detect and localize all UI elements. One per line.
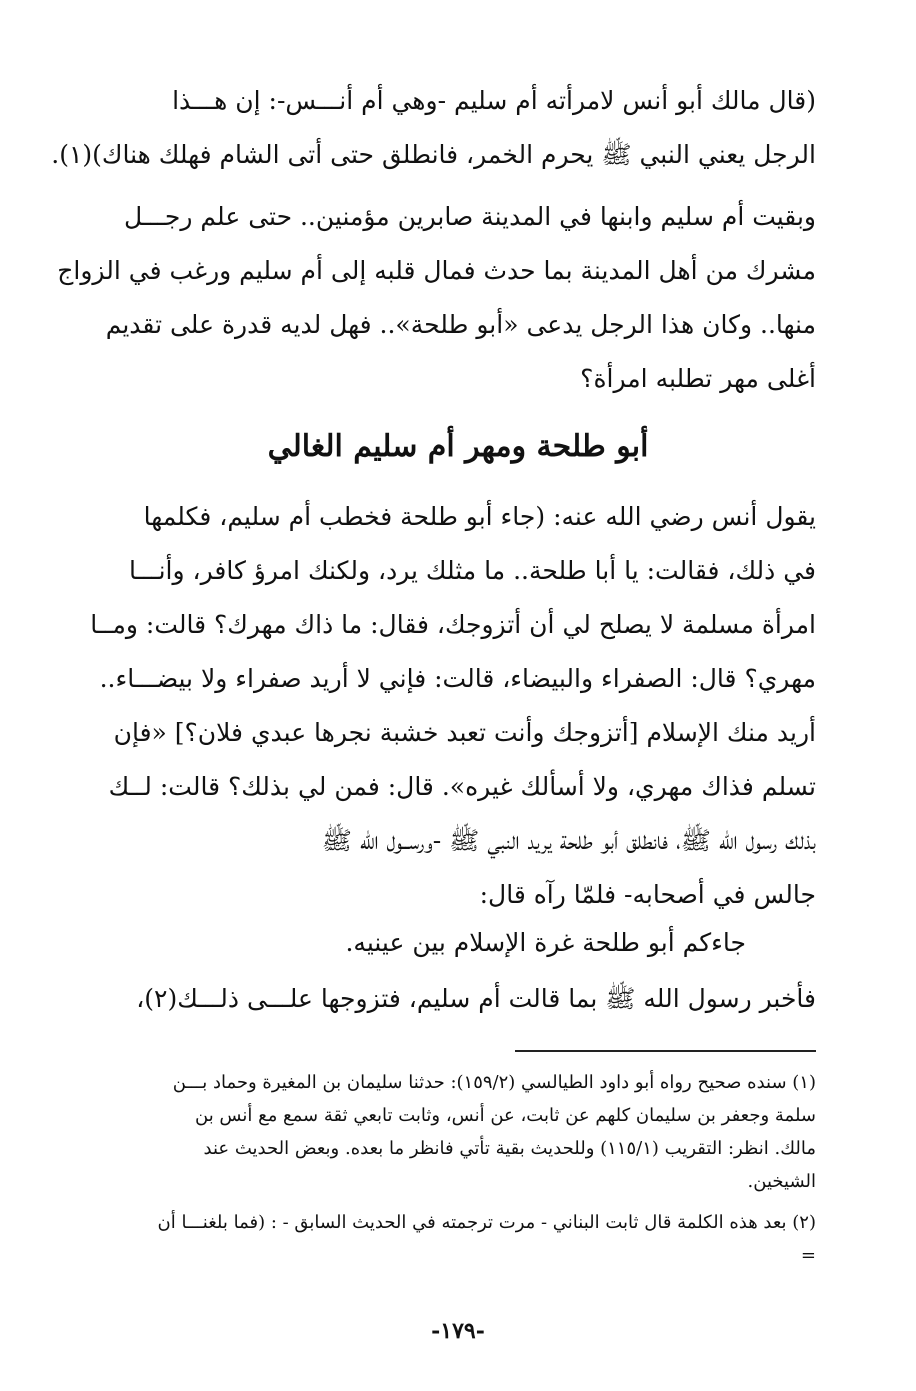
section-heading: أبو طلحة ومهر أم سليم الغالي xyxy=(267,429,649,464)
hadith-line: في ذلك، فقالت: يا أبا طلحة.. ما مثلك يرد، ولكنك امرؤ كافر، وأنـــا xyxy=(129,556,816,585)
hadith-line: بذلك رسول الله ﷺ، فانطلق أبو طلحة يريد النبي ﷺ -ورســول الله ﷺ xyxy=(321,826,816,855)
story-line: منها.. وكان هذا الرجل يدعى «أبو طلحة».. فهل لديه قدرة على تقديم xyxy=(105,310,816,339)
hadith-line: أريد منك الإسلام [أتزوجك وأنت تعبد خشبة نجرها عبدي فلان؟] «فإن xyxy=(113,718,816,747)
page-number: -١٧٩- xyxy=(431,1318,485,1344)
intro-paragraph xyxy=(51,74,816,182)
hadith-line: يقول أنس رضي الله عنه: (جاء أبو طلحة فخطب أم سليم، فكلمها xyxy=(143,502,816,531)
footnotes xyxy=(100,1066,816,1272)
story-line: وبقيت أم سليم وابنها في المدينة صابرين مؤمنين.. حتى علم رجـــل xyxy=(124,202,816,231)
footnote-line: (٢) بعد هذه الكلمة قال ثابت البناني - مرت ترجمته في الحديث السابق - : (فما بلغنـــا أن xyxy=(157,1212,816,1233)
footnote-line: (١) سنده صحيح رواه أبو داود الطيالسي (١٥٩/٢): حدثنا سليمان بن المغيرة وحماد بـــن xyxy=(172,1072,816,1093)
hadith-line: جالس في أصحابه- فلمّا رآه قال: xyxy=(479,880,816,909)
closing-line: فأخبر رسول الله ﷺ بما قالت أم سليم، فتزوجها علـــى ذلـــك(٢)، xyxy=(136,984,816,1013)
footnote-continuation-mark: = xyxy=(800,1245,816,1266)
footnote-line: مالك. انظر: التقريب (١١٥/١) وللحديث بقية تأتي فانظر ما بعده. وبعض الحديث عند xyxy=(203,1138,816,1159)
footnote-separator xyxy=(515,1050,816,1052)
hadith-line: مهري؟ قال: الصفراء والبيضاء، قالت: فإني لا أريد صفراء ولا بيضـــاء.. xyxy=(99,664,816,693)
story-line: مشرك من أهل المدينة بما حدث فمال قلبه إلى أم سليم ورغب في الزواج xyxy=(57,256,816,285)
hadith-line: تسلم فذاك مهري، ولا أسألك غيره». قال: فمن لي بذلك؟ قالت: لــك xyxy=(108,772,816,801)
footnote-line: الشيخين. xyxy=(747,1171,816,1192)
footnote-line: سلمة وجعفر بن سليمان كلهم عن ثابت، عن أنس، وثابت تابعي ثقة سمع مع أنس بن xyxy=(195,1105,816,1126)
quote-line: جاءكم أبو طلحة غرة الإسلام بين عينيه. xyxy=(345,928,746,957)
story-paragraph xyxy=(57,190,816,406)
hadith-line: امرأة مسلمة لا يصلح لي أن أتزوجك، فقال: ما ذاك مهرك؟ قالت: ومــا xyxy=(90,610,816,639)
story-line: أغلى مهر تطلبه امرأة؟ xyxy=(580,364,816,393)
hadith-paragraph xyxy=(90,490,816,922)
intro-line: الرجل يعني النبي ﷺ يحرم الخمر، فانطلق حتى أتى الشام فهلك هناك)(١). xyxy=(51,140,816,169)
intro-line: (قال مالك أبو أنس لامرأته أم سليم -وهي أم أنـــس-: إن هـــذا xyxy=(172,86,816,115)
